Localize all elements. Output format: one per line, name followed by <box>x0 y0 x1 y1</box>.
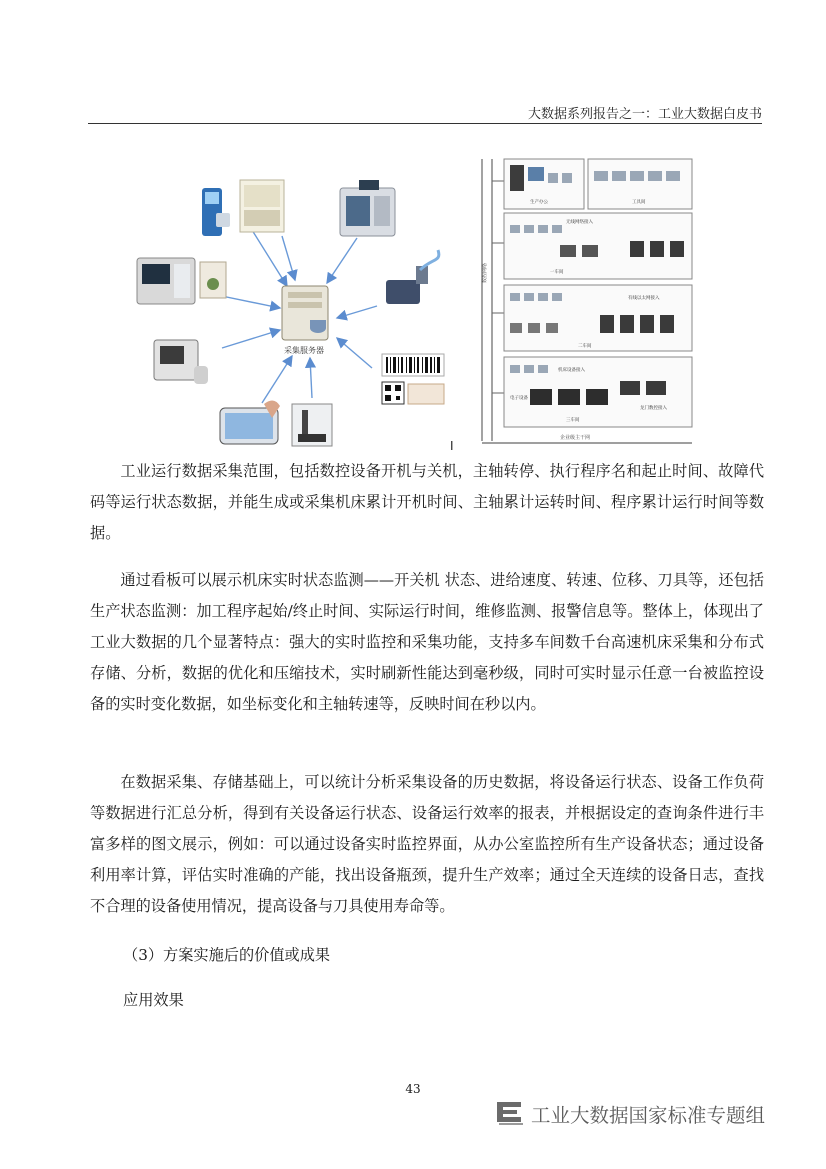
workshop-label: 工具间 <box>632 200 646 205</box>
subheading-apply-effect: 应用效果 <box>123 991 184 1009</box>
measuring-machine-icon <box>292 404 332 446</box>
factory-network-diagram <box>470 153 695 451</box>
cell-label: 电子设备 <box>510 396 528 401</box>
line3-label: 三车间 <box>566 418 580 423</box>
figure-caption-mark: I <box>450 439 454 453</box>
data-collection-diagram <box>132 158 462 458</box>
touch-tablet-icon <box>220 400 280 444</box>
paragraph-analysis: 在数据采集、存储基础上，可以统计分析采集设备的历史数据，将设备运行状态、设备工作负荷等数据进行汇总分析，得到有关设备运行状态、设备运行效率的报表，并根据设定的查询条件进行丰富多样的图文展示，例如：可以通过设备实时监控界面，从办公室监控所有生产设备状态；通过设备利用率计算，评估实时准确的产能，找出设备瓶颈，提升生产效率；通过全天连续的设备日志，查找不合理的设备使用情况，提高设备与刀具使用寿命等。 <box>90 773 764 915</box>
collection-server-icon <box>282 286 328 340</box>
line1-label: 一车间 <box>550 270 564 275</box>
line3-section <box>504 357 692 427</box>
line2-label: 二车间 <box>578 344 592 349</box>
rack-left-label: 数控网络 <box>482 262 488 283</box>
network-adapter-icon <box>386 250 439 304</box>
wired-label: 有线以太网接入 <box>628 296 660 301</box>
wireless-label: 无线网络接入 <box>566 220 593 225</box>
workshop-section <box>588 159 692 209</box>
office-label: 生产办公 <box>530 200 548 205</box>
qr-code-icon <box>382 382 444 404</box>
paragraph-dashboard: 通过看板可以展示机床实时状态监测——开关机 状态、进给速度、转速、位移、刀具等，还包括生产状态监测：加工程序起始/终止时间、实际运行时间，维修监测、报警信息等。整体上，体现出了工业大数据的几个显著特点：强大的实时监控和采集功能，支持多车间数千台高速机床采集和分布式存储、分析，数据的优化和压缩技术，实时刷新性能达到毫秒级，同时可实时显示任意一台被监控设备的实时变化数据，如坐标变化和主轴转速等，反映时间在秒以内。 <box>90 571 764 713</box>
line1-section <box>504 213 692 279</box>
cnc-label: 机床设备接入 <box>558 368 585 373</box>
handheld-terminal-icon <box>154 340 208 384</box>
controller-unit-icon <box>137 258 195 304</box>
page-number: 43 <box>405 1082 421 1096</box>
header-divider <box>88 123 762 124</box>
office-section <box>504 159 584 209</box>
cnc-machine-icon <box>340 180 395 236</box>
page-header-title: 大数据系列报告之一：工业大数据白皮书 <box>527 107 762 122</box>
org-logo-icon <box>495 1098 525 1126</box>
sensor-box-icon <box>200 262 226 298</box>
footer-organization: 工业大数据国家标准专题组 <box>531 1104 766 1127</box>
kiosk-terminal-icon <box>202 188 230 236</box>
paragraph-data-scope: 工业运行数据采集范围，包括数控设备开机与关机，主轴转停、执行程序名和起止时间、故障代码等运行状态数据，并能生成或采集机床累计开机时间、主轴累计运转时间、程序累计运行时间等数据。 <box>90 462 764 542</box>
operator-panel-icon <box>240 180 284 232</box>
server-label: 采集服务器 <box>284 346 324 355</box>
barcode-icon <box>382 354 444 376</box>
backbone-label: 企业级主干网 <box>560 435 591 441</box>
line2-section <box>504 285 692 351</box>
gantry-label: 龙门数控接入 <box>640 406 667 411</box>
subheading-results: （3）方案实施后的价值或成果 <box>123 946 331 964</box>
